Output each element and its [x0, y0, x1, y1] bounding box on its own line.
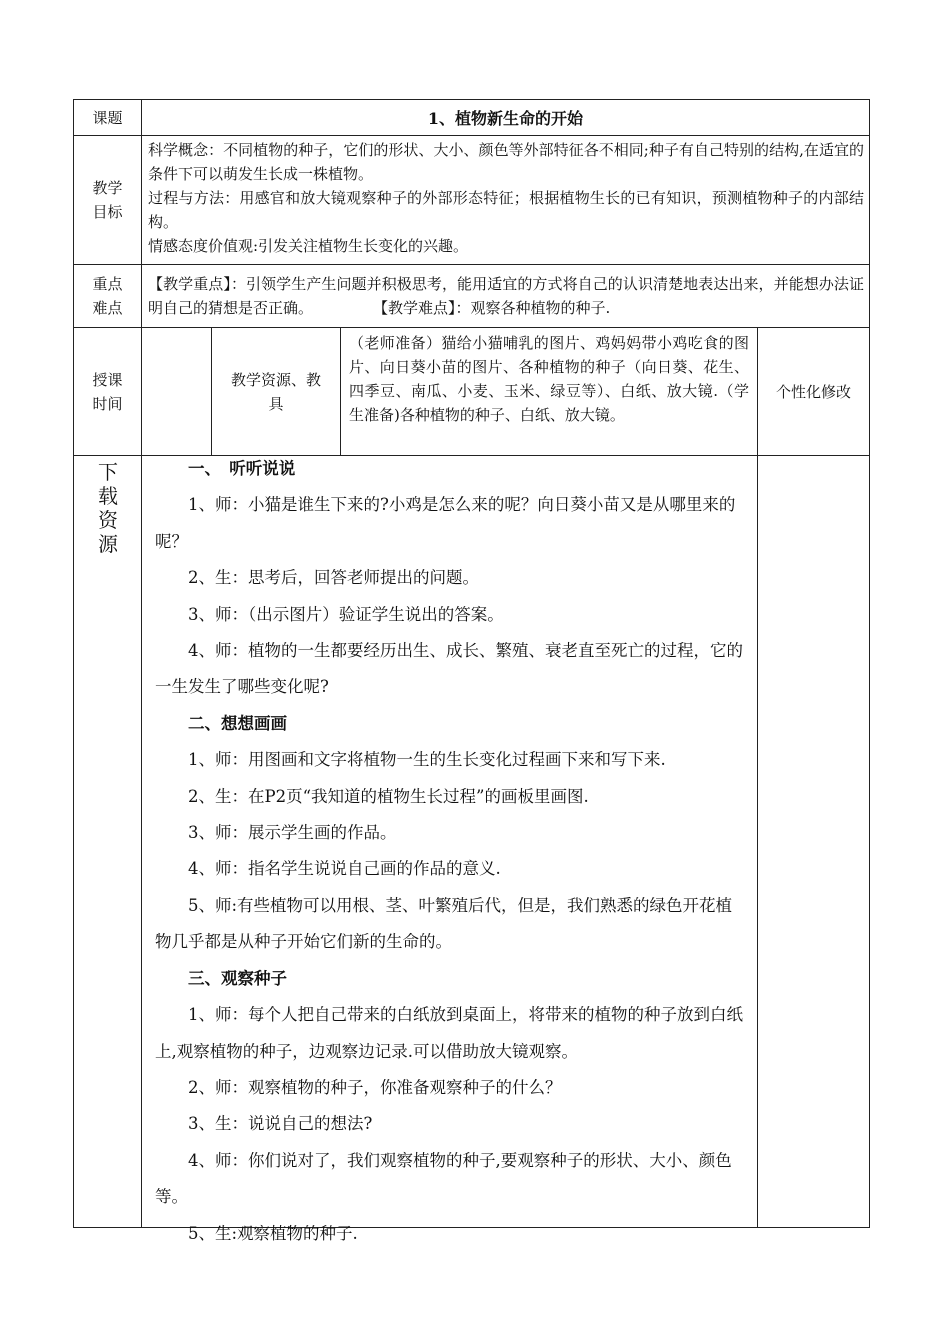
personal-label: 个性化修改: [775, 382, 851, 401]
col-divider: [141, 99, 142, 1228]
section-3-line-4: 4、师：你们说对了，我们观察植物的种子,要观察种子的形状、大小、颜色等。: [155, 1150, 732, 1207]
section-1-line-2: 2、生：思考后，回答老师提出的问题。: [188, 568, 479, 588]
lesson-title: 1、植物新生命的开始: [427, 109, 584, 128]
focus-label-cell: [74, 265, 141, 327]
focus-content: [148, 272, 864, 324]
procedure-content: [155, 451, 745, 1243]
section-3-title: 三、观察种子: [188, 968, 287, 988]
row-divider: [73, 135, 870, 136]
goal-concept: 科学概念：不同植物的种子，它们的形状、大小、颜色等外部特征各不相同;种子有自己特别的结构,在适宜的条件下可以萌发生长成一株植物。: [148, 141, 864, 183]
lesson-title-cell: [142, 100, 869, 135]
row-divider: [73, 264, 870, 265]
goal-attitude: 情感态度价值观:引发关注植物生长变化的兴趣。: [148, 237, 469, 255]
side-label-cell: [96, 460, 120, 560]
section-3-line-5: 5、生:观察植物的种子.: [188, 1223, 358, 1243]
section-2-line-5: 5、师:有些植物可以用根、茎、叶繁殖后代，但是，我们熟悉的绿色开花植物几乎都是从种子开始它们新的生命的。: [155, 895, 733, 952]
resources-label: 教学资源、教具: [230, 370, 321, 413]
time-value-cell: [142, 328, 211, 455]
col-divider: [340, 327, 341, 455]
section-2-line-4: 4、师：指名学生说说自己画的作品的意义.: [188, 859, 501, 879]
section-1-line-3: 3、师：（出示图片）验证学生说出的答案。: [188, 604, 504, 624]
goals-content: [148, 138, 864, 263]
section-2-title: 二、想想画画: [188, 713, 287, 733]
section-1-line-4: 4、师：植物的一生都要经历出生、成长、繁殖、衰老直至死亡的过程，它的一生发生了哪些变化呢?: [155, 641, 743, 697]
resources-label-cell: [215, 328, 337, 455]
goal-method: 过程与方法：用感官和放大镜观察种子的外部形态特征；根据植物生长的已有知识，预测植物种子的内部结构。: [148, 189, 864, 231]
section-2-line-3: 3、师：展示学生画的作品。: [188, 823, 397, 843]
focus-label: 重点难点: [92, 275, 123, 317]
topic-label-cell: [74, 100, 141, 135]
resources-text: （老师准备）猫给小猫哺乳的图片、鸡妈妈带小鸡吃食的图片、向日葵小苗的图片、各种植物的种子（向日葵、花生、四季豆、南瓜、小麦、玉米、绿豆等）、白纸、放大镜.（学生准备)各种植物的种子、白纸、放大镜。: [349, 334, 749, 424]
section-2-line-2: 2、生：在P2页“我知道的植物生长过程”的画板里画图.: [188, 786, 589, 806]
focus-text: 【教学重点】：引领学生产生问题并积极思考，能用适宜的方式将自己的认识清楚地表达出来，并能想办法证明自己的猜想是否正确。 【教学难点】：观察各种植物的种子.: [148, 275, 864, 317]
col-divider: [211, 327, 212, 455]
section-2-line-1: 1、师：用图画和文字将植物一生的生长变化过程画下来和写下来.: [188, 750, 666, 770]
resources-content: [349, 331, 749, 453]
section-3-line-2: 2、师：观察植物的种子，你准备观察种子的什么？: [188, 1077, 562, 1097]
goals-label: 教学目标: [92, 179, 123, 221]
section-3-line-1: 1、师：每个人把自己带来的白纸放到桌面上，将带来的植物的种子放到白纸上,观察植物的种子，边观察边记录.可以借助放大镜观察。: [155, 1005, 743, 1061]
section-1-title: 一、 听听说说: [188, 459, 296, 478]
section-3-line-3: 3、生：说说自己的想法?: [188, 1114, 373, 1134]
time-label-cell: [74, 328, 141, 455]
col-divider: [757, 327, 758, 1228]
goals-label-cell: [74, 136, 141, 264]
topic-label: 课题: [92, 108, 123, 127]
time-label: 授课时间: [92, 370, 123, 413]
personal-label-cell: [758, 328, 869, 455]
section-1-line-1: 1、师：小猫是谁生下来的?小鸡是怎么来的呢？向日葵小苗又是从哪里来的呢？: [155, 495, 736, 551]
side-label: 下载资源: [98, 460, 118, 556]
